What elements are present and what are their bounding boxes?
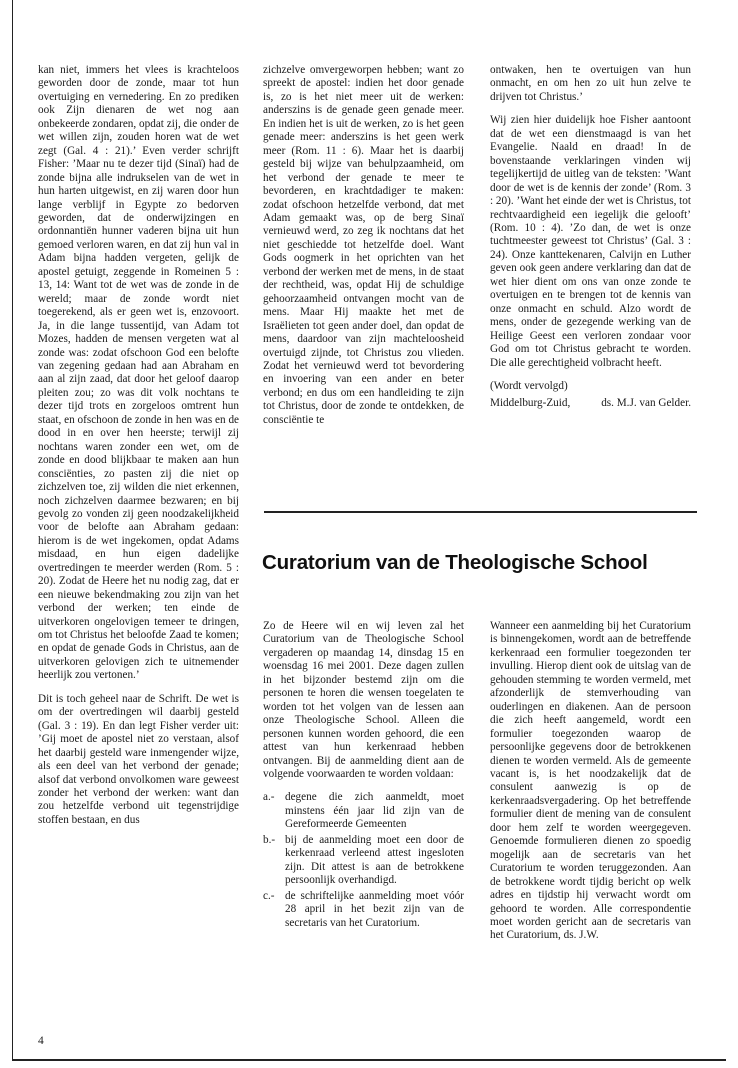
article-column-3 xyxy=(490,64,691,411)
announcement-column-2 xyxy=(490,620,691,953)
paragraph: ontwaken, hen te overtuigen van hun onmacht, en om hen zo uit hun zelve te drijven tot Christus.’ xyxy=(490,64,691,103)
list-marker: b.- xyxy=(263,833,276,846)
section-divider xyxy=(264,511,697,513)
announcement-column-1 xyxy=(263,620,464,932)
paragraph: kan niet, immers het vlees is krachteloos geworden door de zonde, maar tot hun overtuiging en vernedering. En zo prediken ook Zijn dienaren de wet nog aan onbekeerde zondaren, opdat zij, die onder de wet willen zijn, zouden horen wat de wet zegt (Gal. 4 : 21).’ Even verder schrijft Fisher: ’Maar nu te dezer tijd (Sinaï) had de zonde bijna alle indrukselen van de wet in hun harten uitgewist, en zij waren door hun lange verblijf in Egypte zo bedorven geworden, dat de onderwijzingen en ordonnantiën hunner vaderen bijna uit hun gemoed verloren waren, en dat zij hun val in Adam bijna hadden vergeten, gelijk de apostel getuigt, zeggende in Romeinen 5 : 13, 14: Want tot de wet was de zonde in de wereld; maar de zonde wordt niet toegerekend, als er geen wet is, enzovoort. Ja, in die lange tussentijd, van Adam tot Mozes, hadden de mensen vergeten wat al zonde was: zodat ofschoon God een belofte van zegening gedaan had aan Abraham en aan al zijn zaad, dat door het geloof daarop pleiten zou; zo was dit volk nochtans te dezer tijd trots en zorgeloos omtrent hun staat, en ofschoon de zonde in hen was en de dood in en over hen heerste; terwijl zij nochtans waren zonder een wet, om de zonde en dood blijkbaar te maken aan hun consciënties, zo pasten zij die niet op zichzelven toe, zij wilden die niet erkennen, noch zichzelven daarmee bezwaren; en bij gevolg zo vonden zij geen noodzakelijkheid voor de belofte aan Abraham gedaan: hierom is de wet ingekomen, opdat Adams misdaad, en hun eigen dadelijke overtredingen te meerder werden (Rom. 5 : 20). Zodat de Heere het nu nodig zag, dat er een nieuwe bekendmaking zou zijn van het verbond der werken; ten einde de uitverkoren ongelovigen temeer te dringen, om tot Christus het beloofde Zaad te komen; en opdat de genade Gods in Christus, aan de uitverkoren gelovigen zich te uitnemender heerlijk zou vertonen.’ xyxy=(38,64,239,682)
signature xyxy=(490,397,691,410)
list-item-text: degene die zich aanmeldt, moet minstens één jaar lid zijn van de Gereformeerde Gemeenten xyxy=(285,791,464,831)
paragraph: Wij zien hier duidelijk hoe Fisher aantoont dat de wet een dienstmaagd is van het Evangelie. Naald en draad! In de bovenstaande verklaringen vinden wij tegelijkertijd de uitleg van de teksten: ’Want door de wet is de kennis der zonde’ (Rom. 3 : 20). ’Want het einde der wet is Christus, tot rechtvaardigheid een iegelijk die gelooft’ (Rom. 10 : 4). ’Zo dan, de wet is onze tuchtmeester geweest tot Christus’ (Gal. 3 : 24). Onze kanttekenaren, Calvijn en Luther geven ook geen andere verklaring dan dat de wet hier dient om ons van onze zonde te overtuigen en te brengen tot de kennis van onze onmacht en schuld. Alzo wordt de mens, onder de gezegende werking van de Heilige Geest een verloren zondaar voor God om tot Christus gebracht te worden. Die alle gerechtigheid volbracht heeft. xyxy=(490,114,691,369)
article-title: Curatorium van de Theologische School xyxy=(262,551,648,574)
continued-note: (Wordt vervolgd) xyxy=(490,379,568,392)
article-column-2 xyxy=(263,64,464,437)
list-marker: c.- xyxy=(263,889,275,902)
conditions-list xyxy=(263,791,464,930)
paragraph: Wanneer een aanmelding bij het Curatorium is binnengekomen, wordt aan de betreffende kerkenraad een formulier toegezonden ter invulling. Hierop dient ook de uitslag van de gehouden stemming te worden vermeld, met afzonderlijk de stemverhouding van ouderlingen en diakenen. Aan de persoon die zich heeft aangemeld, wordt een formulier toegezonden waarop de persoonlijke gegevens door de betrokkenen dienen te worden vermeld. Als de gemeente vacant is, is het noodzakelijk dat de consulent aanwezig is op de kerkenraadsvergadering. Op het betreffende formulier dient de mening van de consulent door hem zelf te worden weergegeven. Genoemde formulieren dienen zo spoedig mogelijk aan de secretaris van het Curatorium te worden teruggezonden. Aan de betrokkene wordt tijdig bericht op welk adres en tijdstip hij verwacht wordt om gehoord te worden. Alle correspondentie moet worden gericht aan de secretaris van het Curatorium, ds. J.W. xyxy=(490,620,691,942)
page-border-bottom xyxy=(12,1059,726,1061)
paragraph: Zo de Heere wil en wij leven zal het Curatorium van de Theologische School vergaderen op maandag 14, dinsdag 15 en woensdag 16 mei 2001. Deze dagen zullen in het bijzonder bestemd zijn om die personen te horen die wensen toegelaten te worden tot het volgen van de lessen aan onze Theologische School. Alleen die personen kunnen worden gehoord, die een attest van hun kerkenraad hebben ontvangen. Bij de aanmelding dient aan de volgende voorwaarden te worden voldaan: xyxy=(263,620,464,780)
list-marker: a.- xyxy=(263,791,275,804)
page-border-left xyxy=(12,0,13,1060)
list-item-text: de schriftelijke aanmelding moet vóór 28 april in het bezit zijn van de secretaris van het Curatorium. xyxy=(285,889,464,929)
article-column-1 xyxy=(38,64,239,837)
page-number: 4 xyxy=(38,1035,44,1047)
signature-place: Middelburg-Zuid, xyxy=(490,397,571,410)
paragraph: zichzelve omvergeworpen hebben; want zo spreekt de apostel: indien het door genade is, zo is het niet meer uit de werken: anderszins is de genade geen genade meer. En indien het is uit de werken, zo is het geen genade meer: anderszins is het geen werk meer (Rom. 11 : 6). Maar het is daarbij gesteld bij wijze van behulpzaamheid, om het verbond der genade te meer te bevorderen, en krachtdadiger te maken: zodat ofschoon hetzelfde verbond, dat met Adam gemaakt was, op de berg Sinaï vernieuwd werd, zo zeg ik nochtans dat het niet geschiedde tot hetzelfde doel. Want Gods oogmerk in het oprichten van het verbond der werken met de mens, in de staat der rechtheid, was, opdat Hij de schuldige gehoorzaamheid ontvangen mocht van de mens. Maar Hij maakte het met de Israëlieten tot geen ander doel, dan opdat de mens, daardoor van zijn machteloosheid overtuigd zijnde, tot Christus zou vlieden. Zodat het vernieuwd werd tot bevordering en invoering van een ander en beter verbond; en dus om een handleiding te zijn tot Christus, door de zonde te ontdekken, de consciëntie te xyxy=(263,64,464,426)
signature-author: ds. M.J. van Gelder. xyxy=(601,397,691,410)
list-item xyxy=(263,890,464,930)
list-item xyxy=(263,791,464,831)
list-item-text: bij de aanmelding moet een door de kerkenraad verleend attest ingesloten zijn. Dit attest is aan de betrokkene persoonlijk overhandigd. xyxy=(285,833,464,887)
paragraph: Dit is toch geheel naar de Schrift. De wet is om der overtredingen wil daarbij gesteld (Gal. 3 : 19). En dan legt Fisher verder uit: ’Gij moet de apostel niet zo verstaan, alsof het daarbij gesteld ware inmengender wijze, als een deel van het verbond der genade; alsof dat verbond onvolkomen ware geweest zonder het verbond der werken: want dan zou hetzelfde verbond uit tegenstrijdige stoffen bestaan, en dus xyxy=(38,692,239,826)
list-item xyxy=(263,834,464,888)
